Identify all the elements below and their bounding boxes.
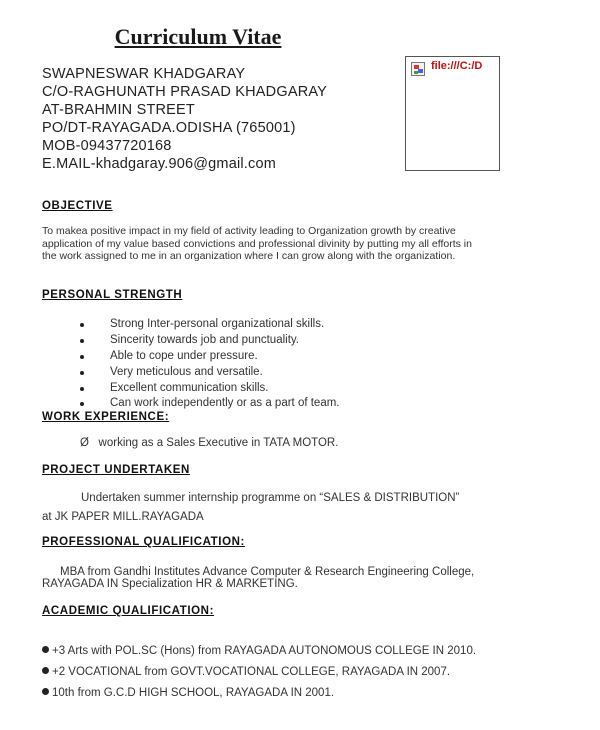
personal-strength-heading: PERSONAL STRENGTH	[42, 289, 183, 301]
bullet-icon	[42, 667, 49, 674]
work-experience-item: Ø working as a Sales Executive in TATA MOTOR.	[80, 437, 339, 449]
contact-care-of: C/O-RAGHUNATH PRASAD KHADGARAY	[42, 84, 328, 100]
contact-mobile: MOB-09437720168	[42, 138, 172, 154]
document-title: Curriculum Vitae	[114, 24, 282, 49]
bullet-icon	[80, 323, 84, 327]
professional-heading: PROFESSIONAL QUALIFICATION:	[42, 536, 245, 548]
arrow-bullet-icon: Ø	[80, 437, 89, 449]
contact-name: SWAPNESWAR KHADGARAY	[42, 66, 246, 82]
list-item: Strong Inter-personal organizational skills.	[80, 318, 340, 334]
academic-item: 10th from G.C.D HIGH SCHOOL, RAYAGADA IN 2001.	[42, 687, 334, 699]
bullet-icon	[42, 646, 49, 653]
bullet-icon	[80, 355, 84, 359]
list-item: Able to cope under pressure.	[80, 350, 340, 366]
photo-placeholder	[405, 56, 500, 171]
bullet-icon	[80, 387, 84, 391]
academic-item: +3 Arts with POL.SC (Hons) from RAYAGADA AUTONOMOUS COLLEGE IN 2010.	[42, 645, 476, 657]
academic-item: +2 VOCATIONAL from GOVT.VOCATIONAL COLLEGE, RAYAGADA IN 2007.	[42, 666, 450, 678]
academic-heading: ACADEMIC QUALIFICATION:	[42, 605, 215, 617]
professional-line-2: RAYAGADA IN Specialization HR & MARKETING.	[42, 578, 298, 590]
objective-line: To makea positive impact in my field of activity leading to Organization growth by creative	[42, 225, 456, 237]
photo-file-path: file:///C:/D	[431, 60, 483, 72]
broken-image-icon	[411, 62, 425, 76]
objective-text	[42, 225, 562, 263]
bullet-icon	[80, 402, 84, 406]
objective-line: application of my value based convictions and professional divinity by putting my all efforts in	[42, 237, 472, 250]
project-line-2: at JK PAPER MILL.RAYAGADA	[42, 511, 204, 523]
list-item: Can work independently or as a part of team.	[80, 397, 340, 413]
bullet-icon	[42, 688, 49, 695]
work-experience-heading: WORK EXPERIENCE:	[42, 411, 170, 423]
bullet-icon	[80, 371, 84, 375]
personal-strength-list	[80, 318, 340, 413]
professional-line-1: MBA from Gandhi Institutes Advance Computer & Research Engineering College,	[60, 566, 475, 578]
list-item: Sincerity towards job and punctuality.	[80, 334, 340, 350]
objective-heading: OBJECTIVE	[42, 200, 113, 212]
contact-email: E.MAIL-khadgaray.906@gmail.com	[42, 156, 277, 172]
project-line-1: Undertaken summer internship programme on “SALES & DISTRIBUTION”	[81, 492, 460, 504]
bullet-icon	[80, 339, 84, 343]
project-heading: PROJECT UNDERTAKEN	[42, 464, 190, 476]
contact-street: AT-BRAHMIN STREET	[42, 102, 195, 118]
list-item: Very meticulous and versatile.	[80, 366, 340, 382]
list-item: Excellent communication skills.	[80, 382, 340, 398]
objective-line: the work assigned to me in an organization where I can grow along with the organization.	[42, 250, 456, 262]
contact-post-office: PO/DT-RAYAGADA.ODISHA (765001)	[42, 120, 296, 136]
